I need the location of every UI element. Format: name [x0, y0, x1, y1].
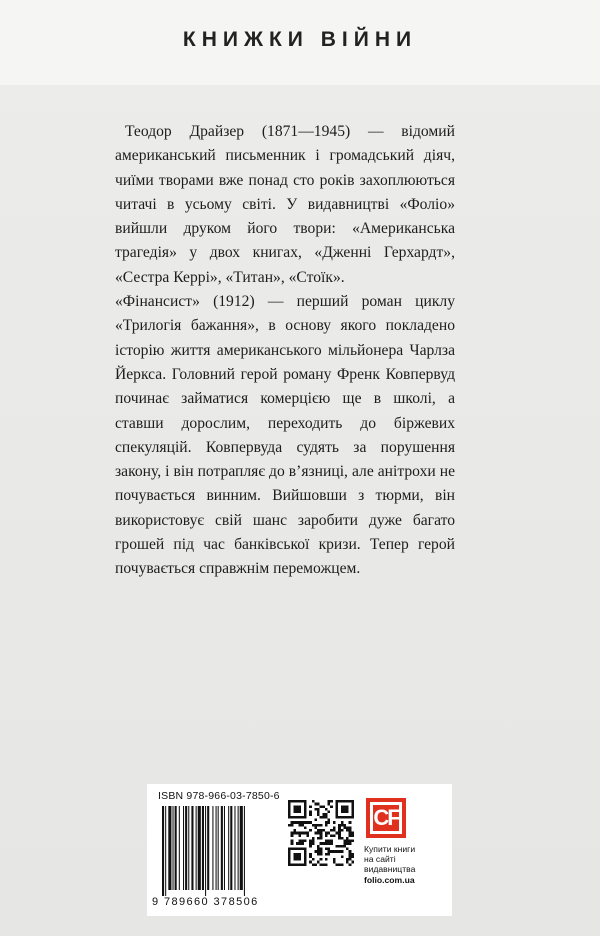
description-paragraph-novel: «Фінансист» (1912) — перший роман циклу «Трилогія бажання», в основу якого покладено історію життя американського мільйонера Чарлза Йеркса. Головний герой роману Френк Ковпервуд починає займатися комерцією ще в школі, а ставши дорослим, переходить до біржевих спекуляцій. Ковпервуда судять за порушення закону, і він потрапляє до в’язниці, але анітрохи не почувається винним. Вийшовши з тюрми, він використовує свій шанс заробити дуже багато грошей під час банківської кризи. Тепер герой почувається справжнім переможцем. [115, 293, 455, 578]
series-band [0, 0, 600, 85]
barcode-icon [162, 806, 274, 896]
description-paragraph-author: Теодор Драйзер (1871—1945) — відомий американський письменник і громадський діяч, чиїми творами вже понад сто років захоплюються читачі в усьому світі. У видавництві «Фоліо» вийшли друком його твори: «Американська трагедія» у двох книгах, «Дженні Герхардт», «Сестра Керрі», «Титан», «Стоїк». [115, 123, 455, 286]
series-title: КНИЖКИ ВІЙНИ [182, 27, 418, 51]
barcode-digits: 9 789660 378506 [152, 896, 259, 908]
folio-logo-icon: CF [370, 802, 402, 834]
book-description [115, 120, 455, 582]
isbn-info-box [147, 784, 452, 916]
publisher-website-link[interactable]: folio.com.ua [364, 874, 415, 885]
buy-line-2: на сайті [364, 854, 396, 865]
publisher-logo [366, 798, 406, 838]
buy-line-3: видавництва [364, 864, 416, 875]
buy-line-1: Купити книги [364, 844, 416, 854]
qr-code-icon[interactable] [288, 800, 354, 866]
isbn-number: ISBN 978-966-03-7850-6 [158, 790, 280, 802]
buy-online-note [364, 844, 449, 885]
